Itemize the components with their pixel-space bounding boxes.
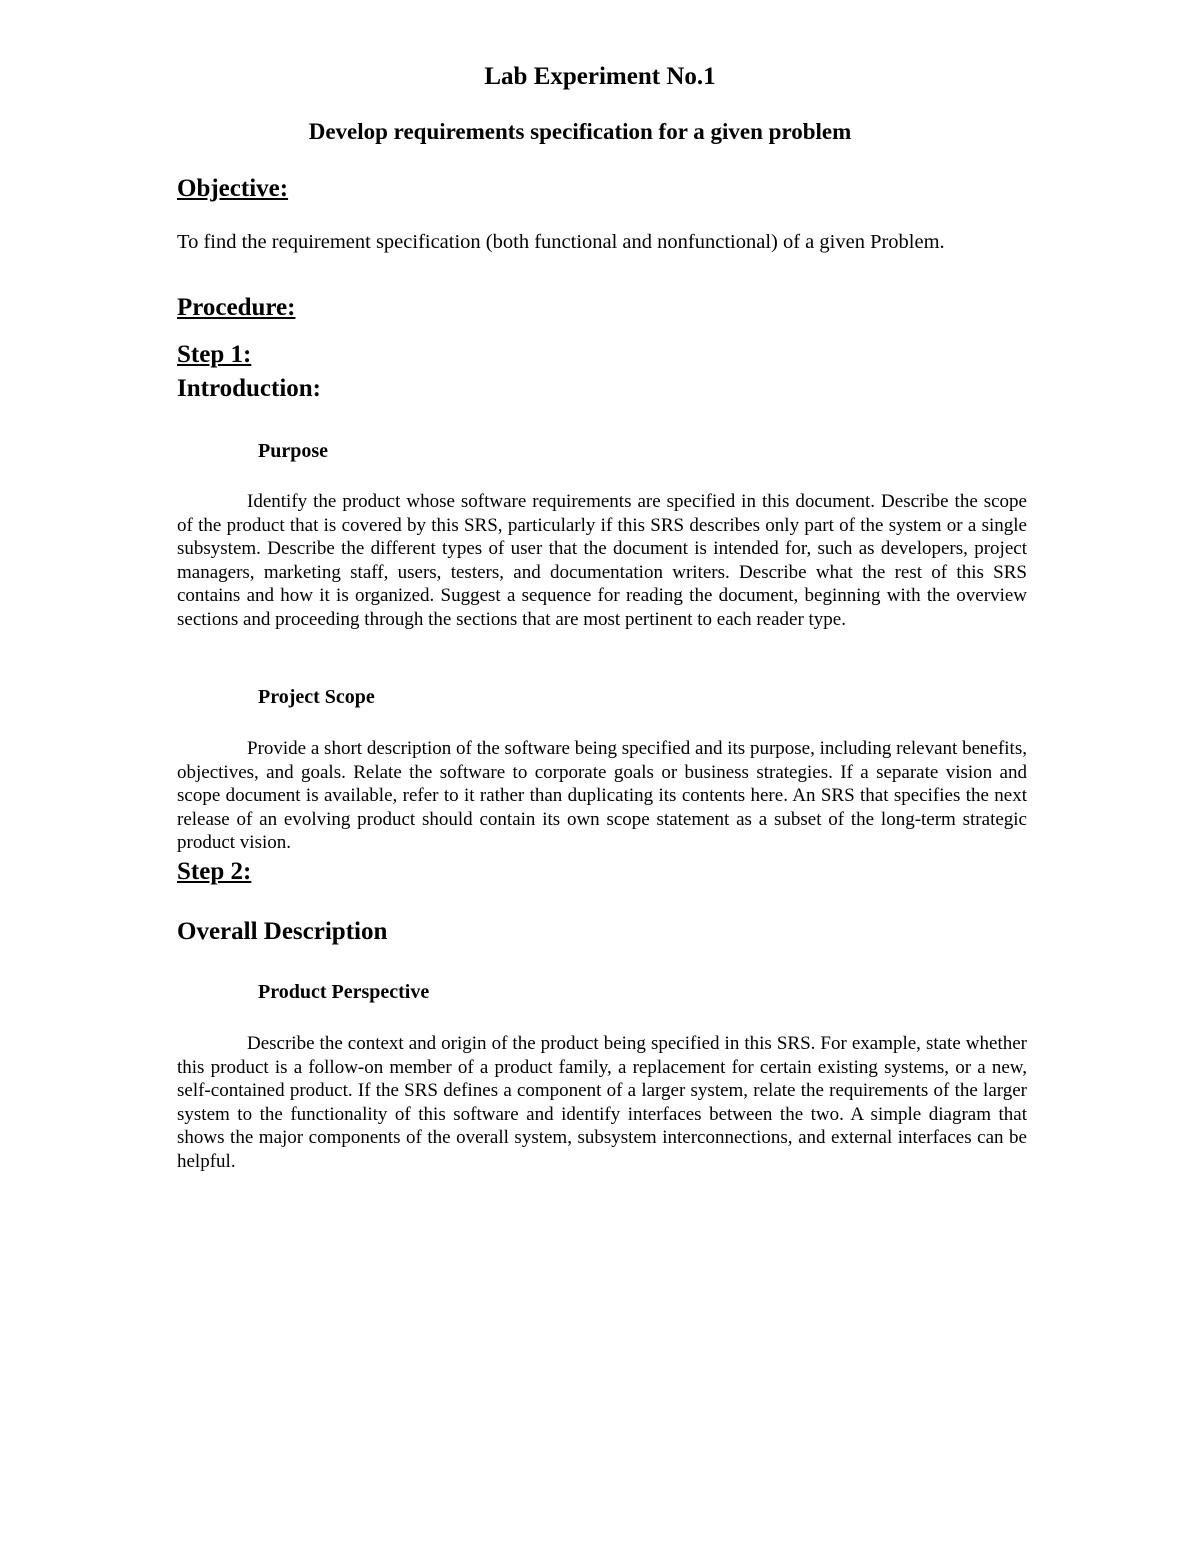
- product-perspective-heading: Product Perspective: [258, 981, 430, 1003]
- step1-heading: Step 1:: [177, 341, 252, 368]
- objective-heading: Objective:: [177, 175, 289, 202]
- procedure-heading: Procedure:: [177, 294, 296, 321]
- step2-heading: Step 2:: [177, 858, 252, 885]
- purpose-text: Identify the product whose software requirements are specified in this document. Describe the scope of the product that is covered by this SRS, particularly if this SRS describes only part of the system or a single subsystem. Describe the different types of user that the document is intended for, such as developers, project managers, marketing staff, users, testers, and documentation writers. Describe what the rest of this SRS contains and how it is organized. Suggest a sequence for reading the document, beginning with the overview sections and proceeding through the sections that are most pertinent to each reader type.: [177, 491, 1027, 630]
- project-scope-text: Provide a short description of the software being specified and its purpose, including relevant benefits, objectives, and goals. Relate the software to corporate goals or business strategies. If a separate vision and scope document is available, refer to it rather than duplicating its contents here. An SRS that specifies the next release of an evolving product should contain its own scope statement as a subset of the long-term strategic product vision.: [177, 738, 1027, 854]
- purpose-heading: Purpose: [258, 440, 328, 462]
- overall-description-heading: Overall Description: [177, 918, 388, 945]
- document-title: Lab Experiment No.1: [484, 63, 716, 90]
- product-perspective-text: Describe the context and origin of the product being specified in this SRS. For example, state whether this product is a follow-on member of a product family, a replacement for certain existing systems, or a new, self-contained product. If the SRS defines a component of a larger system, relate the requirements of the larger system to the functionality of this software and identify interfaces between the two. A simple diagram that shows the major components of the overall system, subsystem interconnections, and external interfaces can be helpful.: [177, 1033, 1027, 1172]
- introduction-heading: Introduction:: [177, 375, 322, 402]
- project-scope-heading: Project Scope: [258, 686, 375, 708]
- objective-text: To find the requirement specification (both functional and nonfunctional) of a given Problem.: [177, 231, 945, 253]
- document-subtitle: Develop requirements specification for a given problem: [308, 119, 852, 144]
